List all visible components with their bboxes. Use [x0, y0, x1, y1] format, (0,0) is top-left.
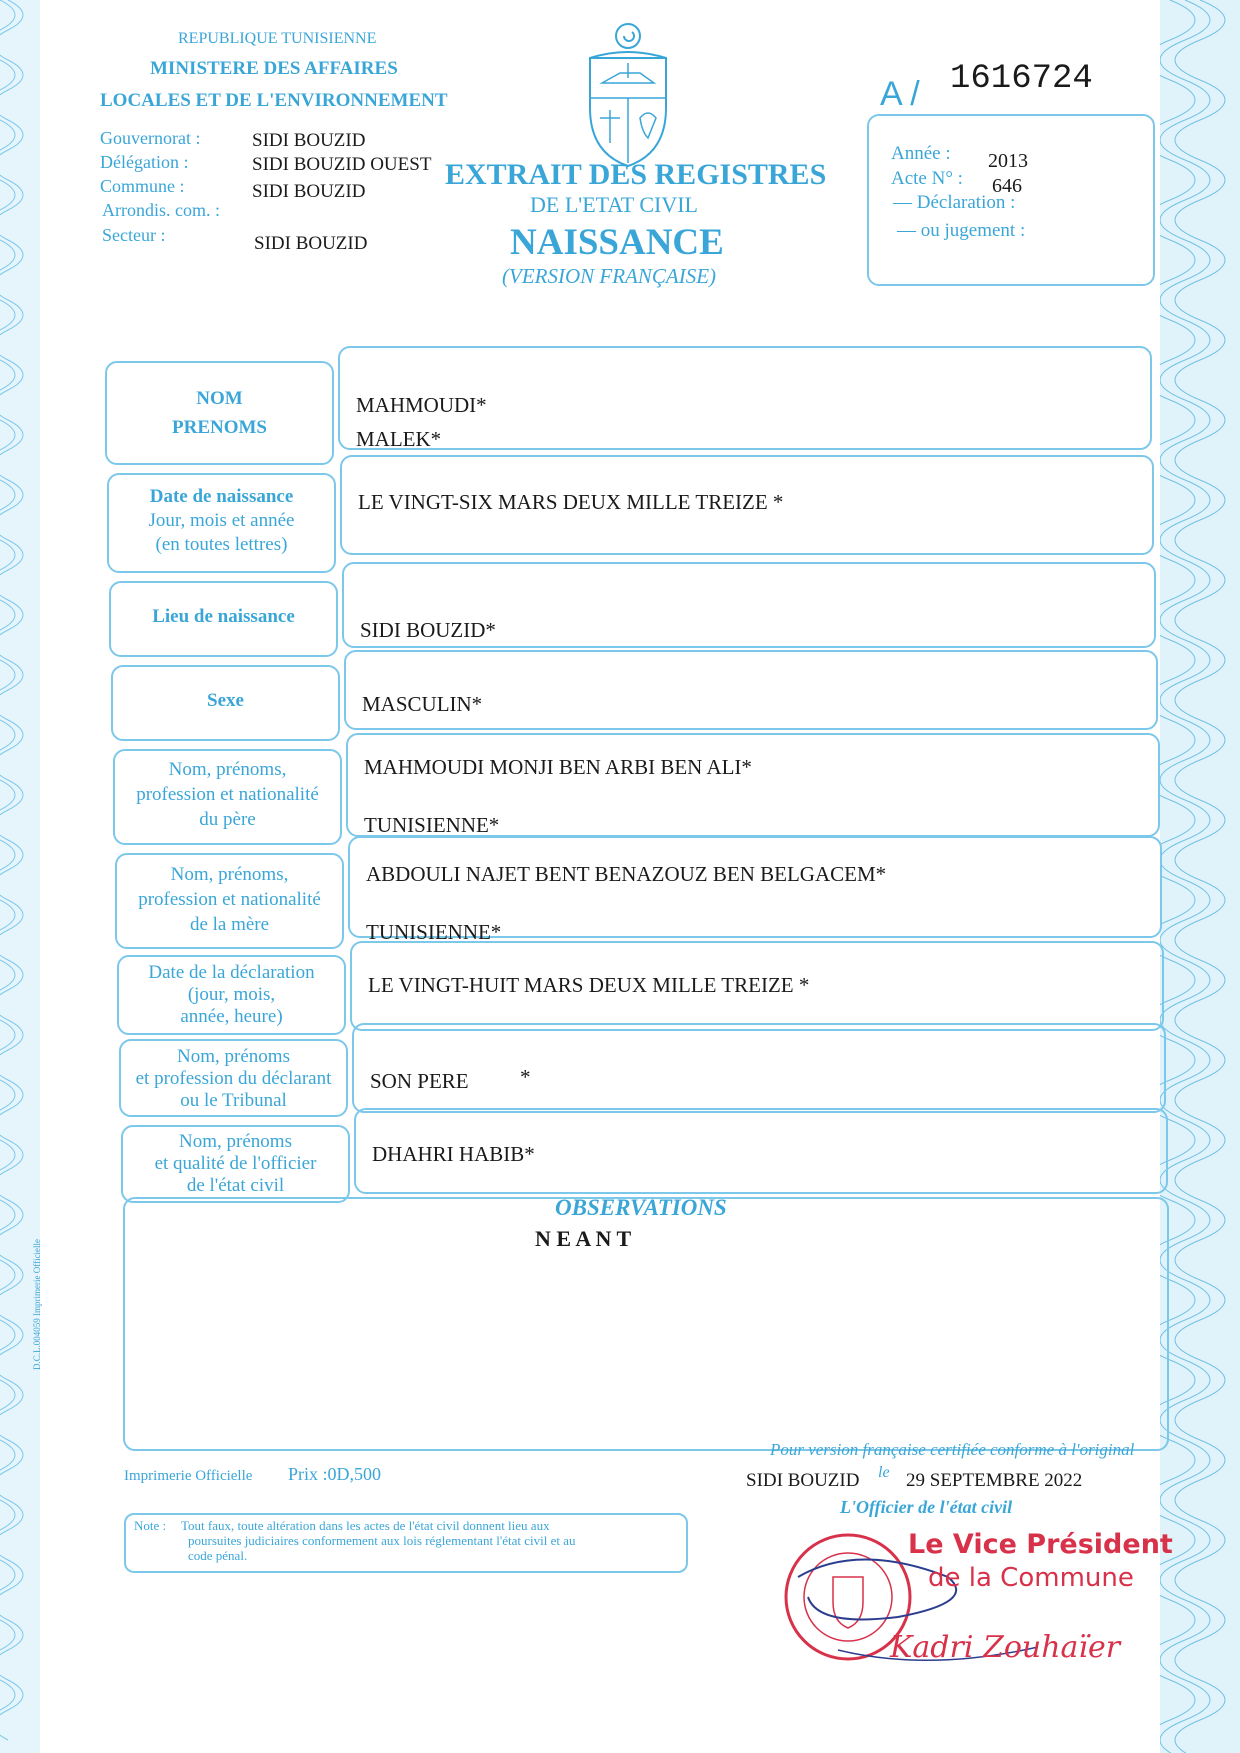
issue-le: le [878, 1464, 890, 1481]
note-text-3: code pénal. [188, 1548, 248, 1563]
declarant-label-3: ou le Tribunal [180, 1090, 287, 1111]
dob-value: LE VINGT-SIX MARS DEUX MILLE TREIZE * [358, 490, 784, 514]
gouvernorat-value: SIDI BOUZID [252, 130, 366, 151]
note-text-2: poursuites judiciaires conformement aux lois réglementant l'état civil et au [188, 1533, 576, 1548]
pere-label-1: Nom, prénoms, [168, 759, 287, 780]
delegation-label: Délégation : [100, 152, 189, 172]
coat-of-arms-emblem [580, 18, 676, 168]
birth-certificate [32, 0, 1173, 1753]
declarant-label-2: et profession du déclarant [135, 1068, 332, 1089]
certification-text: Pour version française certifiée conforme à l'original [770, 1440, 1135, 1459]
stamp-title-line2: de la Commune [928, 1563, 1134, 1593]
annee-label: Année : [891, 143, 951, 164]
lieu-label: Lieu de naissance [152, 606, 295, 627]
price-label: Prix :0D,500 [288, 1464, 382, 1484]
nom-label-cell [105, 361, 334, 465]
issue-place: SIDI BOUZID [746, 1470, 860, 1491]
declarant-asterisk: * [520, 1065, 531, 1089]
sexe-label: Sexe [207, 690, 244, 711]
dob-label-title: Date de naissance [149, 486, 294, 507]
pere-value-name: MAHMOUDI MONJI BEN ARBI BEN ALI* [364, 755, 752, 779]
declaration-date-label-2: (jour, mois, [187, 984, 276, 1005]
mere-value-name: ABDOULI NAJET BENT BENAZOUZ BEN BELGACEM* [366, 862, 887, 886]
secteur-label: Secteur : [102, 225, 166, 245]
stamp-title-line1: Le Vice Président [908, 1529, 1173, 1560]
prenoms-label: PRENOMS [172, 417, 267, 438]
mere-label-1: Nom, prénoms, [170, 864, 289, 885]
mere-label-3: de la mère [189, 914, 270, 935]
arrondissement-label: Arrondis. com. : [102, 200, 220, 220]
nom-label: NOM [196, 388, 243, 409]
sexe-value-cell [344, 650, 1158, 730]
declarant-label-1: Nom, prénoms [177, 1046, 290, 1067]
declaration-date-label-1: Date de la déclaration [148, 962, 315, 983]
declaration-date-label-3: année, heure) [180, 1006, 283, 1027]
gouvernorat-label: Gouvernorat : [100, 128, 201, 148]
commune-label: Commune : [100, 176, 185, 196]
officer-signature: Kadri Zouhaïer [890, 1630, 1121, 1665]
jugement-label: — ou jugement : [897, 220, 1026, 241]
declaration-date-value: LE VINGT-HUIT MARS DEUX MILLE TREIZE * [368, 973, 810, 997]
declaration-label: — Déclaration : [893, 192, 1016, 213]
mere-label-2: profession et nationalité [138, 889, 321, 910]
republic-heading: REPUBLIQUE TUNISIENNE [178, 30, 377, 47]
ministry-heading-1: MINISTERE DES AFFAIRES [150, 58, 398, 79]
printer-reference: D.C.L.004059 Imprimerie Officielle [32, 1238, 42, 1370]
prenoms-value: MALEK* [356, 427, 442, 451]
imprimerie-label: Imprimerie Officielle [124, 1468, 253, 1484]
annee-value: 2013 [988, 150, 1028, 172]
pere-label-3: du père [199, 809, 256, 830]
note-text-1: Tout faux, toute altération dans les actes de l'état civil donnent lieu aux [181, 1518, 550, 1533]
naissance-title: NAISSANCE [510, 222, 724, 263]
document-subtitle: DE L'ETAT CIVIL [530, 192, 698, 217]
observations-title: OBSERVATIONS [555, 1195, 727, 1220]
officier-label-3: de l'état civil [186, 1175, 285, 1196]
officier-label-1: Nom, prénoms [179, 1131, 292, 1152]
right-guilloche-border [1160, 0, 1240, 1753]
acte-label: Acte N° : [891, 168, 963, 189]
left-guilloche-border [0, 0, 40, 1753]
observations-box [123, 1197, 1169, 1451]
dob-label-sub: Jour, mois et année [148, 510, 295, 531]
pere-value-nationality: TUNISIENNE* [364, 813, 500, 837]
pere-label-2: profession et nationalité [136, 784, 319, 805]
ministry-heading-2: LOCALES ET DE L'ENVIRONNEMENT [100, 90, 448, 111]
serial-number: 1616724 [950, 60, 1093, 98]
issue-date: 29 SEPTEMBRE 2022 [906, 1470, 1083, 1491]
sexe-value: MASCULIN* [362, 692, 483, 716]
mere-value-nationality: TUNISIENNE* [366, 920, 502, 944]
officer-title: L'Officier de l'état civil [840, 1497, 1013, 1517]
lieu-value: SIDI BOUZID* [360, 618, 496, 642]
officier-label-2: et qualité de l'officier [154, 1153, 317, 1174]
observations-value: N E A N T [535, 1226, 632, 1251]
dob-label-note: (en toutes lettres) [155, 534, 288, 555]
officier-value: DHAHRI HABIB* [372, 1142, 535, 1166]
version-francaise: (VERSION FRANÇAISE) [502, 264, 717, 288]
acte-value: 646 [992, 175, 1022, 197]
declarant-value-cell [352, 1023, 1166, 1113]
serial-prefix: A / [880, 75, 920, 113]
delegation-value: SIDI BOUZID OUEST [252, 154, 432, 175]
nom-value: MAHMOUDI* [356, 393, 487, 417]
commune-value: SIDI BOUZID [252, 181, 366, 202]
note-label: Note : [134, 1518, 167, 1533]
document-title: EXTRAIT DES REGISTRES [445, 158, 827, 191]
secteur-value: SIDI BOUZID [254, 233, 368, 254]
declarant-value: SON PERE [370, 1069, 469, 1093]
